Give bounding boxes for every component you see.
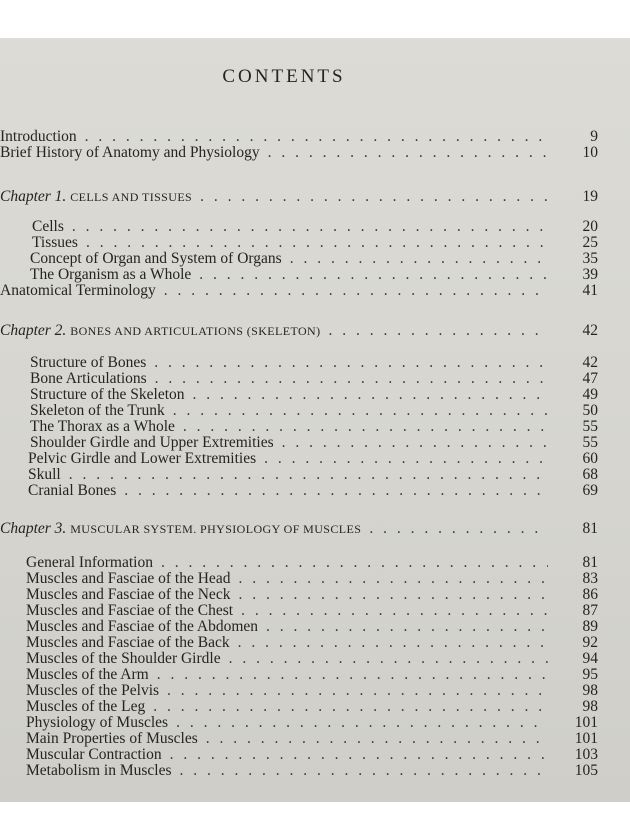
- chapter-number: Chapter 1.: [0, 188, 67, 205]
- entry-title: Skull: [28, 466, 61, 483]
- page-number: 49: [582, 386, 598, 403]
- book-page: [0, 38, 630, 802]
- page-number: 89: [582, 618, 598, 635]
- entry-title: Bone Articulations: [30, 370, 147, 387]
- page-number: 68: [582, 466, 598, 483]
- entry-title: Main Properties of Muscles: [26, 730, 198, 747]
- chapter-heading: [0, 188, 192, 206]
- page-number: 35: [582, 250, 598, 267]
- entry-title: Physiology of Muscles: [26, 714, 169, 731]
- entry-title: Muscles of the Pelvis: [26, 682, 160, 699]
- page-number: 103: [574, 746, 598, 763]
- entry-title: Structure of the Skeleton: [30, 386, 185, 403]
- entry-title: Muscles of the Shoulder Girdle: [26, 650, 221, 667]
- page-number: 101: [574, 730, 598, 747]
- entry-title: Cells: [32, 218, 64, 235]
- entry-title: Structure of Bones: [30, 354, 147, 371]
- page-number: 9: [590, 128, 598, 145]
- page-number: 39: [582, 266, 598, 283]
- entry-title: Metabolism in Muscles: [26, 762, 172, 779]
- chapter-heading: [0, 520, 361, 538]
- page-number: 20: [582, 218, 598, 235]
- page-number: 94: [582, 650, 598, 667]
- chapter-number: Chapter 3.: [0, 520, 67, 537]
- entry-title: Pelvic Girdle and Lower Extremities: [28, 450, 257, 467]
- entry-title: Cranial Bones: [28, 482, 117, 499]
- entry-title: Shoulder Girdle and Upper Extremities: [30, 434, 274, 451]
- entry-title: Anatomical Terminology: [0, 282, 156, 299]
- entry-title: Introduction: [0, 128, 77, 145]
- entry-title: Brief History of Anatomy and Physiology: [0, 144, 260, 161]
- page-number: 92: [582, 634, 598, 651]
- entry-title: Tissues: [32, 234, 78, 251]
- toc-chapter-row: [0, 188, 604, 206]
- page-number: 69: [582, 482, 598, 499]
- page-number: 98: [582, 682, 598, 699]
- chapter-title: BONES AND ARTICULATIONS (SKELETON): [70, 324, 321, 338]
- entry-title: Muscles of the Leg: [26, 698, 146, 715]
- entry-title: Muscles and Fasciae of the Back: [26, 634, 230, 651]
- chapter-title: CELLS AND TISSUES: [70, 190, 193, 204]
- dot-leader: [329, 322, 548, 340]
- dot-leader: [268, 144, 548, 162]
- contents-heading: CONTENTS: [222, 66, 346, 87]
- page-number: 87: [582, 602, 598, 619]
- toc-chapter-row: [0, 520, 604, 538]
- page-number: 42: [582, 354, 598, 371]
- dot-leader: [180, 762, 548, 780]
- page-number: 98: [582, 698, 598, 715]
- dot-leader: [200, 188, 548, 206]
- page-number: 47: [582, 370, 598, 387]
- toc-chapter-row: [0, 322, 604, 340]
- page-number: 50: [582, 402, 598, 419]
- page-number: 60: [582, 450, 598, 467]
- entry-title: Concept of Organ and System of Organs: [30, 250, 282, 267]
- entry-title: The Thorax as a Whole: [30, 418, 175, 435]
- page-number: 101: [574, 714, 598, 731]
- page-number: 81: [582, 554, 598, 571]
- entry-title: Muscles and Fasciae of the Neck: [26, 586, 231, 603]
- page-number: 19: [582, 188, 598, 205]
- entry-title: Muscular Contraction: [26, 746, 162, 763]
- page-number: 95: [582, 666, 598, 683]
- toc-entry-row: [0, 282, 604, 300]
- page-number: 25: [582, 234, 598, 251]
- entry-title: The Organism as a Whole: [30, 266, 192, 283]
- entry-title: Muscles of the Arm: [26, 666, 149, 683]
- page-number: 55: [582, 434, 598, 451]
- page-number: 105: [574, 762, 598, 779]
- toc-entry-row: [0, 482, 604, 500]
- page-number: 86: [582, 586, 598, 603]
- toc-entry-row: [0, 762, 604, 780]
- page-number: 55: [582, 418, 598, 435]
- page-number: 83: [582, 570, 598, 587]
- page-number: 42: [582, 322, 598, 339]
- chapter-heading: [0, 322, 321, 340]
- chapter-number: Chapter 2.: [0, 322, 67, 339]
- entry-title: Muscles and Fasciae of the Chest: [26, 602, 234, 619]
- entry-title: Muscles and Fasciae of the Abdomen: [26, 618, 259, 635]
- page-number: 81: [582, 520, 598, 537]
- dot-leader: [164, 282, 548, 300]
- toc-entry-row: [0, 144, 604, 162]
- chapter-title: MUSCULAR SYSTEM. PHYSIOLOGY OF MUSCLES: [70, 522, 362, 536]
- entry-title: Muscles and Fasciae of the Head: [26, 570, 231, 587]
- entry-title: General Information: [26, 554, 153, 571]
- dot-leader: [124, 482, 548, 500]
- page-number: 10: [582, 144, 598, 161]
- page-number: 41: [582, 282, 598, 299]
- dot-leader: [369, 520, 548, 538]
- entry-title: Skeleton of the Trunk: [30, 402, 165, 419]
